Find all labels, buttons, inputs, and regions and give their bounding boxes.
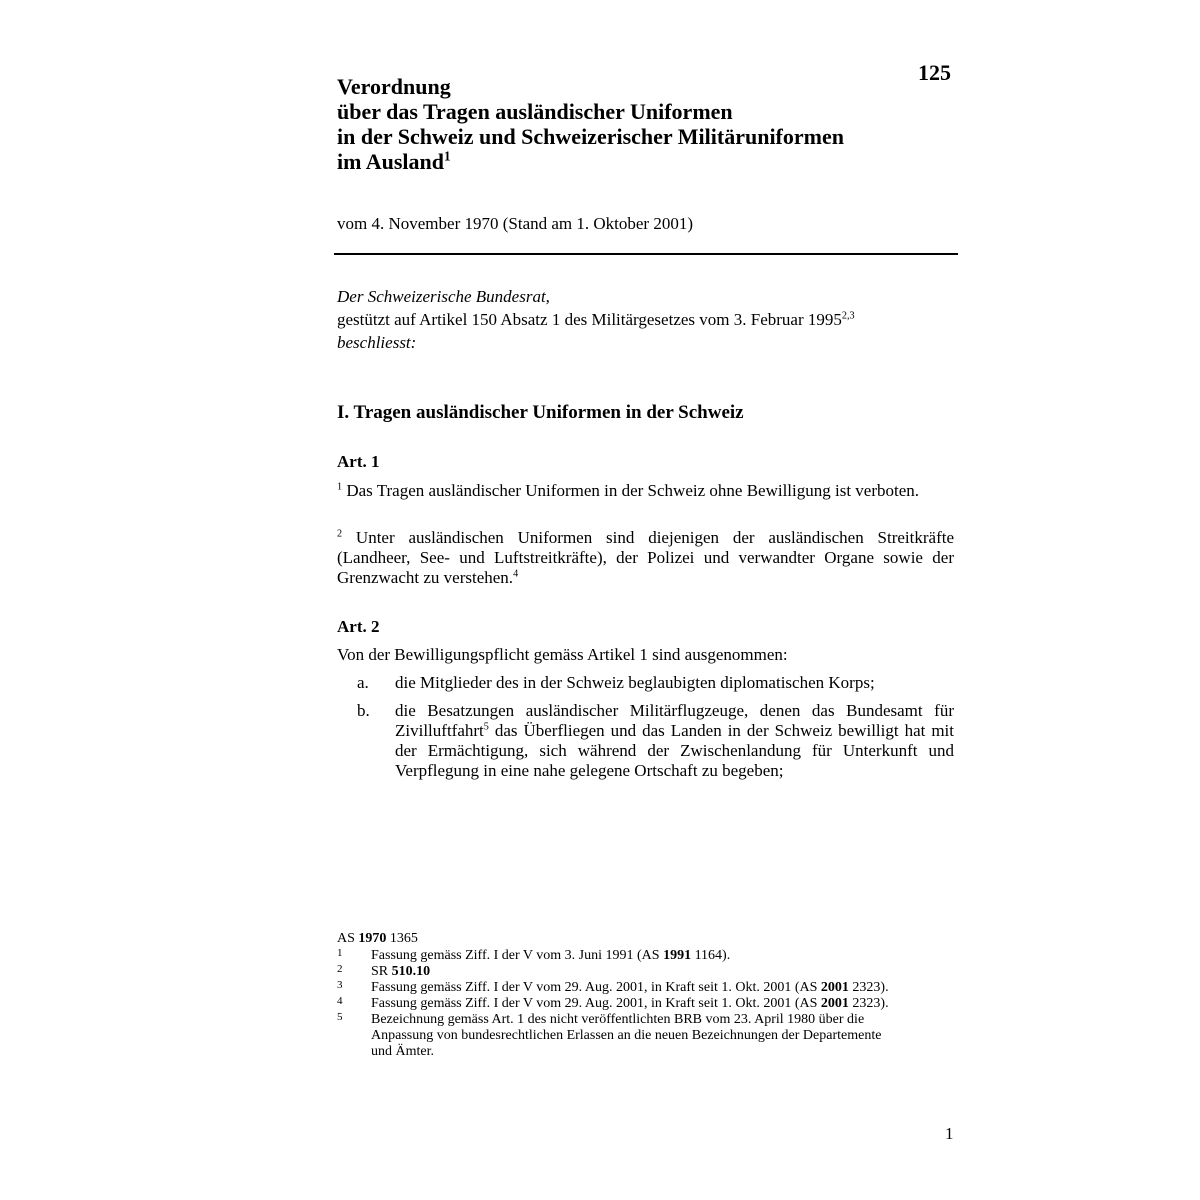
list-text: die Mitglieder des in der Schweiz beglaubigten diplomatischen Korps; [395,673,875,692]
footnote-text: 1164). [691,948,731,963]
list-text-part: das Überfliegen und das Landen in der Schweiz bewilligt hat mit der Ermächtigung, sich während der Zwischenlandung für Unterkunft und Verpflegung in eine nahe gelegene Ortschaft zu begeben; [395,721,954,780]
footnote-number: 3 [337,979,343,991]
footnote-number: 1 [337,947,343,959]
footnote-text: Fassung gemäss Ziff. I der V vom 3. Juni 1991 (AS [371,948,664,963]
as-prefix: AS [337,931,359,946]
page-number: 1 [945,1124,954,1143]
title-line: über das Tragen ausländischer Uniformen [337,99,733,124]
footnote-text: 2323). [848,980,889,995]
footnote-text: 2323). [848,996,889,1011]
article-1-heading: Art. 1 [337,452,380,471]
sr-number: 125 [918,60,951,85]
footnote-bold: 2001 [820,996,849,1011]
footnote-ref[interactable]: 2,3 [841,310,855,322]
footnote-1 [337,948,897,964]
document-title [337,74,917,174]
paragraph-text: Das Tragen ausländischer Uniformen in der Schweiz ohne Bewilligung ist verboten. [346,481,920,500]
footnote-bold: 1991 [663,948,692,963]
preamble-decision: beschliesst: [337,333,417,352]
as-year: 1970 [358,931,387,946]
footnote-4 [337,996,897,1012]
title-line: Verordnung [337,74,451,99]
preamble-basis-text: gestützt auf Artikel 150 Absatz 1 des Militärgesetzes vom 3. Februar 1995 [337,310,842,329]
footnote-text: Bezeichnung gemäss Art. 1 des nicht veröffentlichten BRB vom 23. April 1980 über die Anpassung von bundesrechtlichen Erlassen an die neuen Bezeichnungen der Departemente und Ämter. [371,1012,882,1059]
footnote-number: 5 [337,1011,343,1023]
footnote-bold: 2001 [820,980,849,995]
list-letter: b. [357,701,370,720]
footnote-number: 4 [337,995,343,1007]
title-line-text: im Ausland [337,149,444,174]
as-page: 1365 [386,931,418,946]
paragraph-text: Unter ausländischen Uniformen sind diejenigen der ausländischen Streitkräfte (Landheer, See- und Luftstreitkräfte), der Polizei und verwandter Organe sowie der Grenzwacht zu verstehen. [337,528,954,587]
footnote-5 [337,1012,897,1060]
paragraph-number: 1 [337,481,343,493]
date-line: vom 4. November 1970 (Stand am 1. Oktober 2001) [337,214,693,233]
footnote-2 [337,964,897,980]
article-1-paragraph-2 [337,528,954,588]
list-text-part: die Besatzungen ausländischer Militärflugzeuge, denen das Bundesamt für Zivilluftfahrt [395,701,954,740]
title-line: in der Schweiz und Schweizerischer Militäruniformen [337,124,844,149]
list-letter: a. [357,673,369,692]
footnote-ref[interactable]: 1 [444,148,451,164]
preamble [337,285,957,354]
official-collection-ref [337,931,897,947]
footnote-ref[interactable]: 5 [483,721,489,733]
footnote-text: SR [371,964,392,979]
footnote-3 [337,980,897,996]
section-heading: I. Tragen ausländischer Uniformen in der Schweiz [337,402,744,423]
footnote-ref[interactable]: 4 [513,568,519,580]
divider [334,253,958,255]
article-2-intro: Von der Bewilligungspflicht gemäss Artikel 1 sind ausgenommen: [337,645,788,664]
footnote-text: Fassung gemäss Ziff. I der V vom 29. Aug. 2001, in Kraft seit 1. Okt. 2001 (AS [371,980,821,995]
list-item-a [357,673,954,693]
title-line [337,149,917,174]
paragraph-number: 2 [337,528,343,540]
footnote-text: Fassung gemäss Ziff. I der V vom 29. Aug. 2001, in Kraft seit 1. Okt. 2001 (AS [371,996,821,1011]
preamble-authority: Der Schweizerische Bundesrat, [337,287,550,306]
footnote-number: 2 [337,963,343,975]
article-1-paragraph-1 [337,481,954,501]
preamble-basis [337,308,957,331]
footnote-bold: 510.10 [391,964,431,979]
footnotes [337,931,897,1060]
list-item-b [357,701,954,781]
list-text [395,701,954,781]
article-2-heading: Art. 2 [337,617,380,636]
